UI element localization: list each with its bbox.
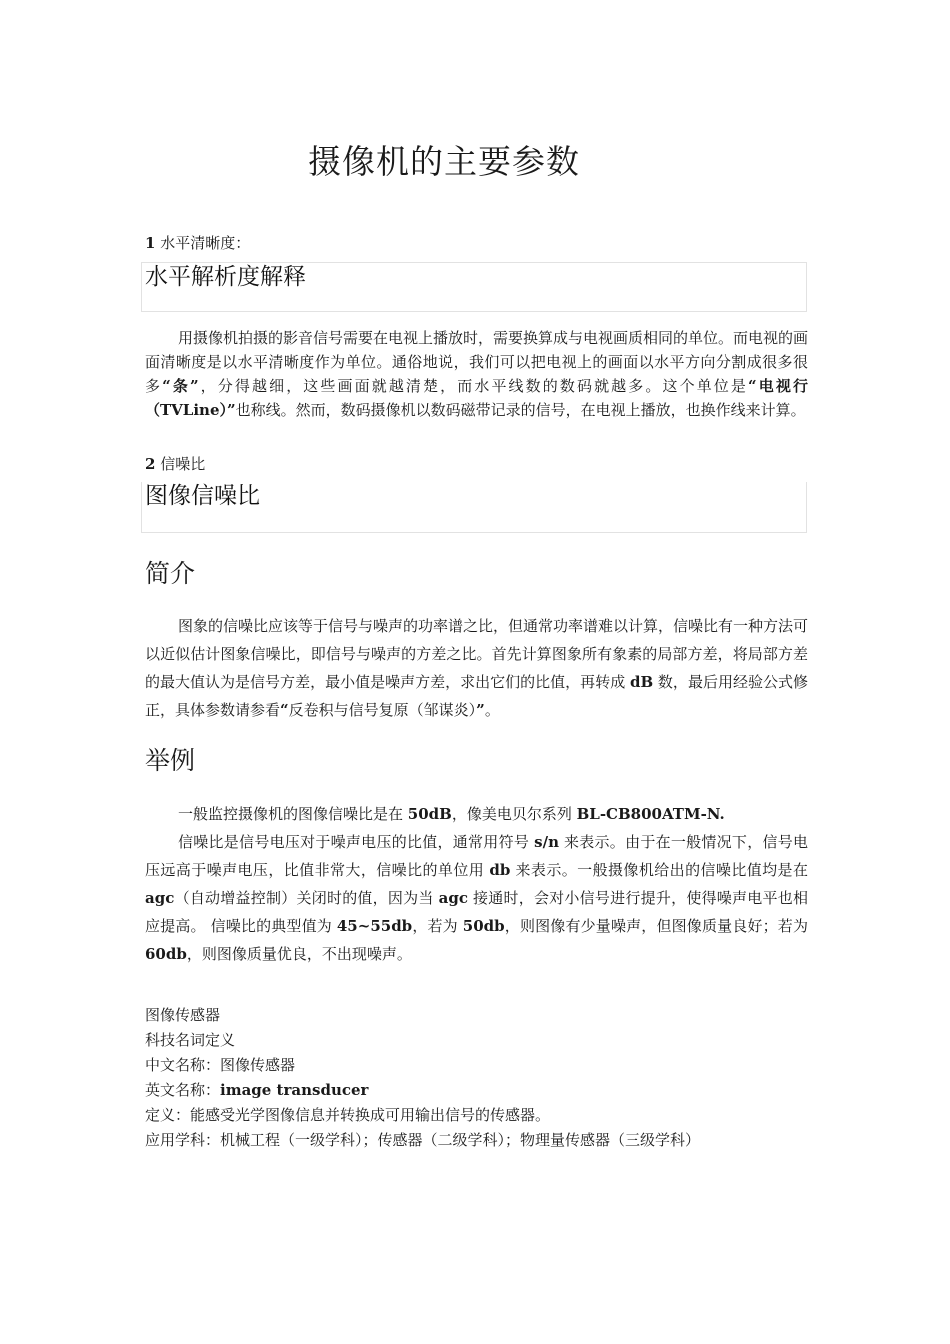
- section-1-label: 水平清晰度：: [160, 234, 251, 252]
- sensor-subtitle: 科技名词定义: [145, 1031, 236, 1049]
- para-text: 信噪比是信号电压对于噪声电压的比值，通常用符号: [178, 833, 535, 851]
- english-name-value: image transducer: [220, 1081, 369, 1099]
- sensor-disciplines: 应用学科：机械工程（一级学科）；传感器（二级学科）；物理量传感器（三级学科）: [145, 1131, 701, 1149]
- example-paragraph-2: [145, 828, 808, 968]
- para-text: 接通时，会对小信号进行提升，使得噪声电平也相应提高。 信噪比的典型值为: [145, 889, 808, 935]
- para-bold: 50db: [462, 917, 505, 935]
- para-bold: agc: [145, 889, 175, 907]
- para-bold: dB: [629, 673, 654, 691]
- section-1-number: 1: [145, 234, 156, 252]
- section-1-box: [141, 262, 807, 312]
- intro-heading: 简介: [145, 559, 196, 588]
- section-2-heading: [145, 453, 205, 474]
- intro-paragraph: [145, 612, 808, 724]
- para-text: 也称线。然而，数码摄像机以数码磁带记录的信号，在电视上播放，也换作线来计算。: [235, 401, 806, 419]
- sensor-title: 图像传感器: [145, 1006, 221, 1024]
- page-title: 摄像机的主要参数: [308, 142, 580, 181]
- para-text: ，则图像有少量噪声，但图像质量良好；若为: [504, 917, 808, 935]
- para-bold: “: [280, 701, 289, 719]
- section-1-box-heading: 水平解析度解释: [145, 264, 306, 290]
- sensor-chinese-name: 中文名称：图像传感器: [145, 1056, 296, 1074]
- para-text: 数，最后用经验公式修正，具体参数请参看: [145, 673, 808, 719]
- section-2-box: [141, 482, 807, 533]
- para-text: 来表示。由于在一般情况下，信号电压远高于噪声电压，比值非常大，信噪比的单位用: [145, 833, 808, 879]
- para-text: 反卷积与信号复原（邹谋炎）: [288, 701, 477, 719]
- section-2-box-heading: 图像信噪比: [145, 483, 260, 509]
- para-text: ，若为: [412, 917, 463, 935]
- section-1-heading: [145, 232, 250, 253]
- sensor-definition: 定义：能感受光学图像信息并转换成可用输出信号的传感器。: [145, 1106, 551, 1124]
- example-heading: 举例: [145, 746, 196, 775]
- para-bold: 60db: [145, 945, 187, 963]
- sensor-english-name: [145, 1079, 368, 1100]
- section-1-paragraph: [145, 326, 808, 422]
- para-text: ，像美电贝尔系列: [451, 805, 577, 823]
- para-text: 来表示。一般摄像机给出的信噪比值均是在: [510, 861, 808, 879]
- section-2-label: 信噪比: [160, 455, 206, 473]
- section-2-number: 2: [145, 455, 156, 473]
- para-bold: agc: [438, 889, 468, 907]
- para-bold: ”: [476, 701, 485, 719]
- para-bold: db: [489, 861, 511, 879]
- para-bold: 45~55db: [336, 917, 413, 935]
- para-text: 一般监控摄像机的图像信噪比是在: [178, 805, 408, 823]
- para-text: 图象的信噪比应该等于信号与噪声的功率谱之比，但通常功率谱难以计算，信噪比有一种方法可以近似估计图象信噪比，即信号与噪声的方差之比。首先计算图象所有象素的局部方差，将局部方差的最大值认为是信号方差，最小值是噪声方差，求出它们的比值，再转成: [145, 617, 809, 691]
- english-name-label: 英文名称：: [145, 1081, 221, 1099]
- para-bold: “电视行（TVLine）”: [145, 377, 808, 419]
- para-text: （自动增益控制）关闭时的值，因为当: [174, 889, 439, 907]
- para-text: ，则图像质量优良，不出现噪声。: [186, 945, 412, 963]
- para-text: ，分得越细，这些画面就越清楚，而水平线数的数码就越多。这个单位是: [198, 377, 749, 395]
- para-bold: 50dB: [407, 805, 452, 823]
- para-bold: BL-CB800ATM-N.: [576, 805, 725, 823]
- para-bold: s/n: [534, 833, 559, 851]
- para-text: 。: [484, 701, 500, 719]
- example-paragraph-1: [145, 800, 808, 828]
- para-bold: “条”: [162, 377, 199, 395]
- para-text: 用摄像机拍摄的影音信号需要在电视上播放时，需要换算成与电视画质相同的单位。而电视的画面清晰度是以水平清晰度作为单位。通俗地说，我们可以把电视上的画面以水平方向分割成很多很多: [145, 329, 809, 395]
